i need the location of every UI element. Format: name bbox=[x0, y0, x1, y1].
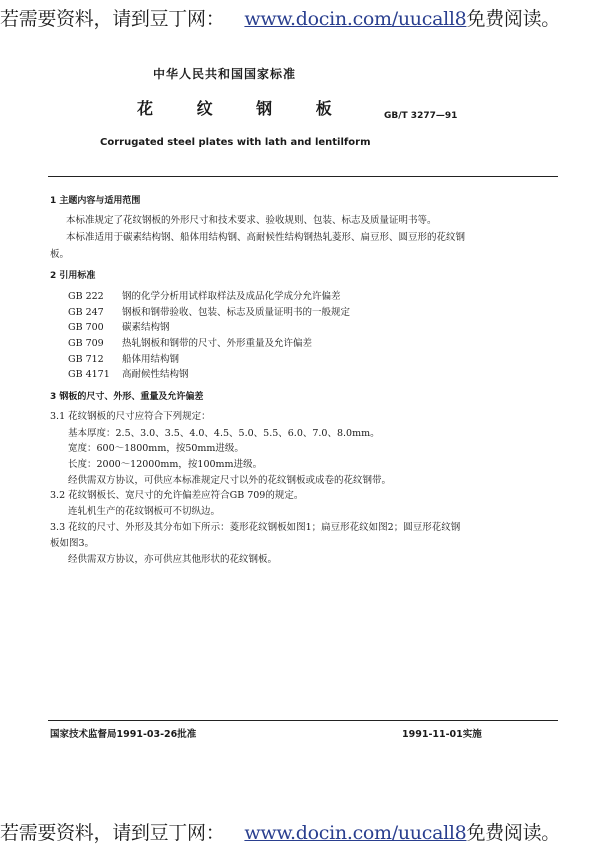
clause-3-1-width: 宽度：600～1800mm，按50mm进级。 bbox=[68, 443, 244, 454]
reference-code: GB 222 bbox=[68, 291, 104, 302]
reference-item bbox=[68, 338, 312, 350]
section1-heading: 1 主题内容与适用范围 bbox=[50, 196, 141, 206]
approval-date: 国家技术监督局1991-03-26批准 bbox=[50, 729, 197, 740]
reference-item bbox=[68, 307, 350, 319]
section1-paragraph-1: 本标准规定了花纹钢板的外形尺寸和技术要求、验收规则、包装、标志及质量证明书等。 bbox=[66, 215, 437, 226]
reference-code: GB 709 bbox=[68, 338, 104, 349]
country-standard-label: 中华人民共和国国家标准 bbox=[153, 67, 297, 81]
section2-heading: 2 引用标准 bbox=[50, 271, 96, 281]
reference-item bbox=[68, 322, 170, 334]
clause-3-2-note: 连轧机生产的花纹钢板可不切纵边。 bbox=[68, 506, 221, 517]
top-banner bbox=[0, 4, 600, 38]
reference-item bbox=[68, 354, 179, 366]
banner-ad-text: 若需要资料，请到豆丁网： bbox=[0, 822, 225, 844]
clause-3-1-thickness: 基本厚度：2.5、3.0、3.5、4.0、4.5、5.0、5.5、6.0、7.0、8.0mm。 bbox=[68, 428, 380, 439]
clause-3-3a: 3.3 花纹的尺寸、外形及其分布如下所示：菱形花纹钢板如图1；扁豆形花纹如图2；圆豆形花纹钢 bbox=[50, 522, 461, 533]
footer-divider bbox=[48, 720, 558, 721]
reference-code: GB 700 bbox=[68, 322, 104, 333]
section1-paragraph-2a: 本标准适用于碳素结构钢、船体用结构钢、高耐候性结构钢热轧菱形、扁豆形、圆豆形的花纹钢 bbox=[66, 232, 466, 243]
reference-item bbox=[68, 291, 341, 303]
reference-title: 钢板和钢带验收、包装、标志及质量证明书的一般规定 bbox=[122, 307, 351, 318]
clause-3-1-note: 经供需双方协议，可供应本标准规定尺寸以外的花纹钢板或成卷的花纹钢带。 bbox=[68, 475, 392, 486]
reference-code: GB 4171 bbox=[68, 369, 110, 380]
section1-paragraph-2b: 板。 bbox=[50, 249, 70, 260]
header-divider bbox=[48, 176, 558, 177]
banner-url-link[interactable]: www.docin.com/uucall8 bbox=[244, 8, 467, 30]
reference-title: 高耐候性结构钢 bbox=[122, 369, 189, 380]
document-title: 花 纹 钢 板 bbox=[137, 99, 351, 118]
english-title: Corrugated steel plates with lath and lentilform bbox=[100, 137, 371, 148]
reference-title: 钢的化学分析用试样取样法及成品化学成分允许偏差 bbox=[122, 291, 341, 302]
clause-3-1: 3.1 花纹钢板的尺寸应符合下列规定： bbox=[50, 411, 211, 422]
reference-title: 热轧钢板和钢带的尺寸、外形重量及允许偏差 bbox=[122, 338, 313, 349]
reference-title: 船体用结构钢 bbox=[122, 354, 180, 365]
section3-heading: 3 钢板的尺寸、外形、重量及允许偏差 bbox=[50, 392, 204, 402]
banner-ad-text: 若需要资料，请到豆丁网： bbox=[0, 8, 225, 30]
banner-url-link[interactable]: www.docin.com/uucall8 bbox=[244, 822, 467, 844]
clause-3-3-note: 经供需双方协议，亦可供应其他形状的花纹钢板。 bbox=[68, 554, 278, 565]
reference-code: GB 247 bbox=[68, 307, 104, 318]
clause-3-1-length: 长度：2000～12000mm，按100mm进级。 bbox=[68, 459, 263, 470]
reference-item bbox=[68, 369, 189, 381]
clause-3-2: 3.2 花纹钢板长、宽尺寸的允许偏差应符合GB 709的规定。 bbox=[50, 490, 304, 501]
banner-free-text: 免费阅读。 bbox=[466, 8, 560, 30]
standard-number: GB/T 3277—91 bbox=[384, 111, 458, 121]
banner-free-text: 免费阅读。 bbox=[466, 822, 560, 844]
bottom-banner bbox=[0, 818, 600, 852]
clause-3-3b: 板如图3。 bbox=[50, 538, 95, 549]
effective-date: 1991-11-01实施 bbox=[402, 729, 482, 740]
reference-code: GB 712 bbox=[68, 354, 104, 365]
reference-title: 碳素结构钢 bbox=[122, 322, 170, 333]
